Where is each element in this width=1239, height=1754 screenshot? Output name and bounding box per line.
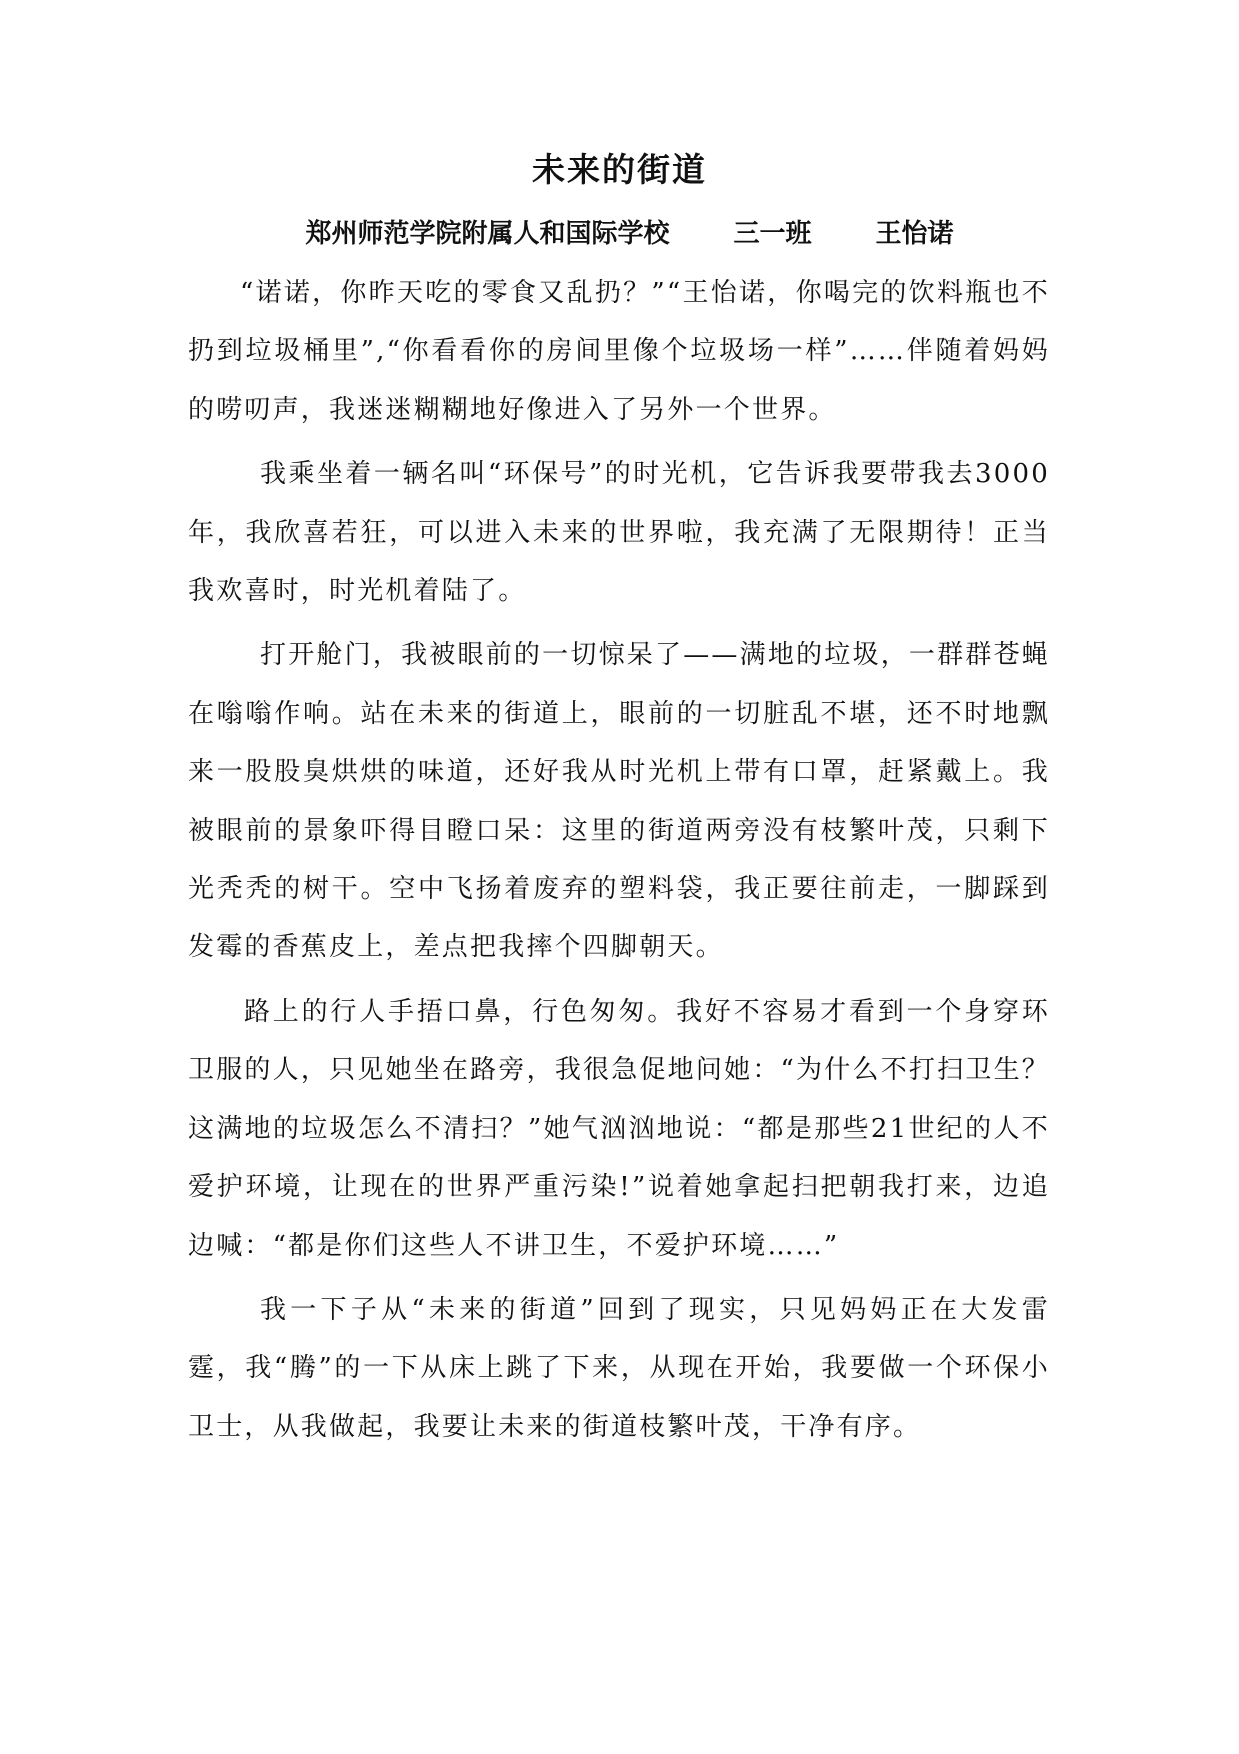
essay-body — [188, 264, 1050, 1456]
paragraph-4: 路上的行人手捂口鼻，行色匆匆。我好不容易才看到一个身穿环卫服的人，只见她坐在路旁，我很急促地问她：“为什么不打扫卫生？这满地的垃圾怎么不清扫？”她气汹汹地说：“都是那些21世纪的人不爱护环境，让现在的世界严重污染!”说着她拿起扫把朝我打来，边追边喊：“都是你们这些人不讲卫生，不爱护环境……” — [188, 996, 1050, 1261]
class-name: 三一班 — [733, 219, 812, 249]
paragraph-3: 打开舱门，我被眼前的一切惊呆了——满地的垃圾，一群群苍蝇在嗡嗡作响。站在未来的街道上，眼前的一切脏乱不堪，还不时地飘来一股股臭烘烘的味道，还好我从时光机上带有口罩，赶紧戴上。我被眼前的景象吓得目瞪口呆：这里的街道两旁没有枝繁叶茂，只剩下光秃秃的树干。空中飞扬着废弃的塑料袋，我正要往前走，一脚踩到发霉的香蕉皮上，差点把我摔个四脚朝天。 — [188, 640, 1050, 963]
document-title: 未来的街道 — [532, 150, 707, 189]
paragraph-1: “诺诺，你昨天吃的零食又乱扔？”“王怡诺，你喝完的饮料瓶也不扔到垃圾桶里”,“你看看你的房间里像个垃圾场一样”……伴随着妈妈的唠叨声，我迷迷糊糊地好像进入了另外一个世界。 — [188, 278, 1050, 425]
author-byline — [0, 214, 1239, 254]
paragraph-2: 我乘坐着一辆名叫“环保号”的时光机，它告诉我要带我去3000年，我欣喜若狂，可以进入未来的世界啦，我充满了无限期待！正当我欢喜时，时光机着陆了。 — [188, 459, 1050, 607]
school-name: 郑州师范学院附属人和国际学校 — [305, 219, 670, 249]
author-name: 王怡诺 — [875, 219, 954, 249]
paragraph-5: 我一下子从“未来的街道”回到了现实，只见妈妈正在大发雷霆，我“腾”的一下从床上跳了下来，从现在开始，我要做一个环保小卫士，从我做起，我要让未来的街道枝繁叶茂，干净有序。 — [188, 1294, 1050, 1442]
